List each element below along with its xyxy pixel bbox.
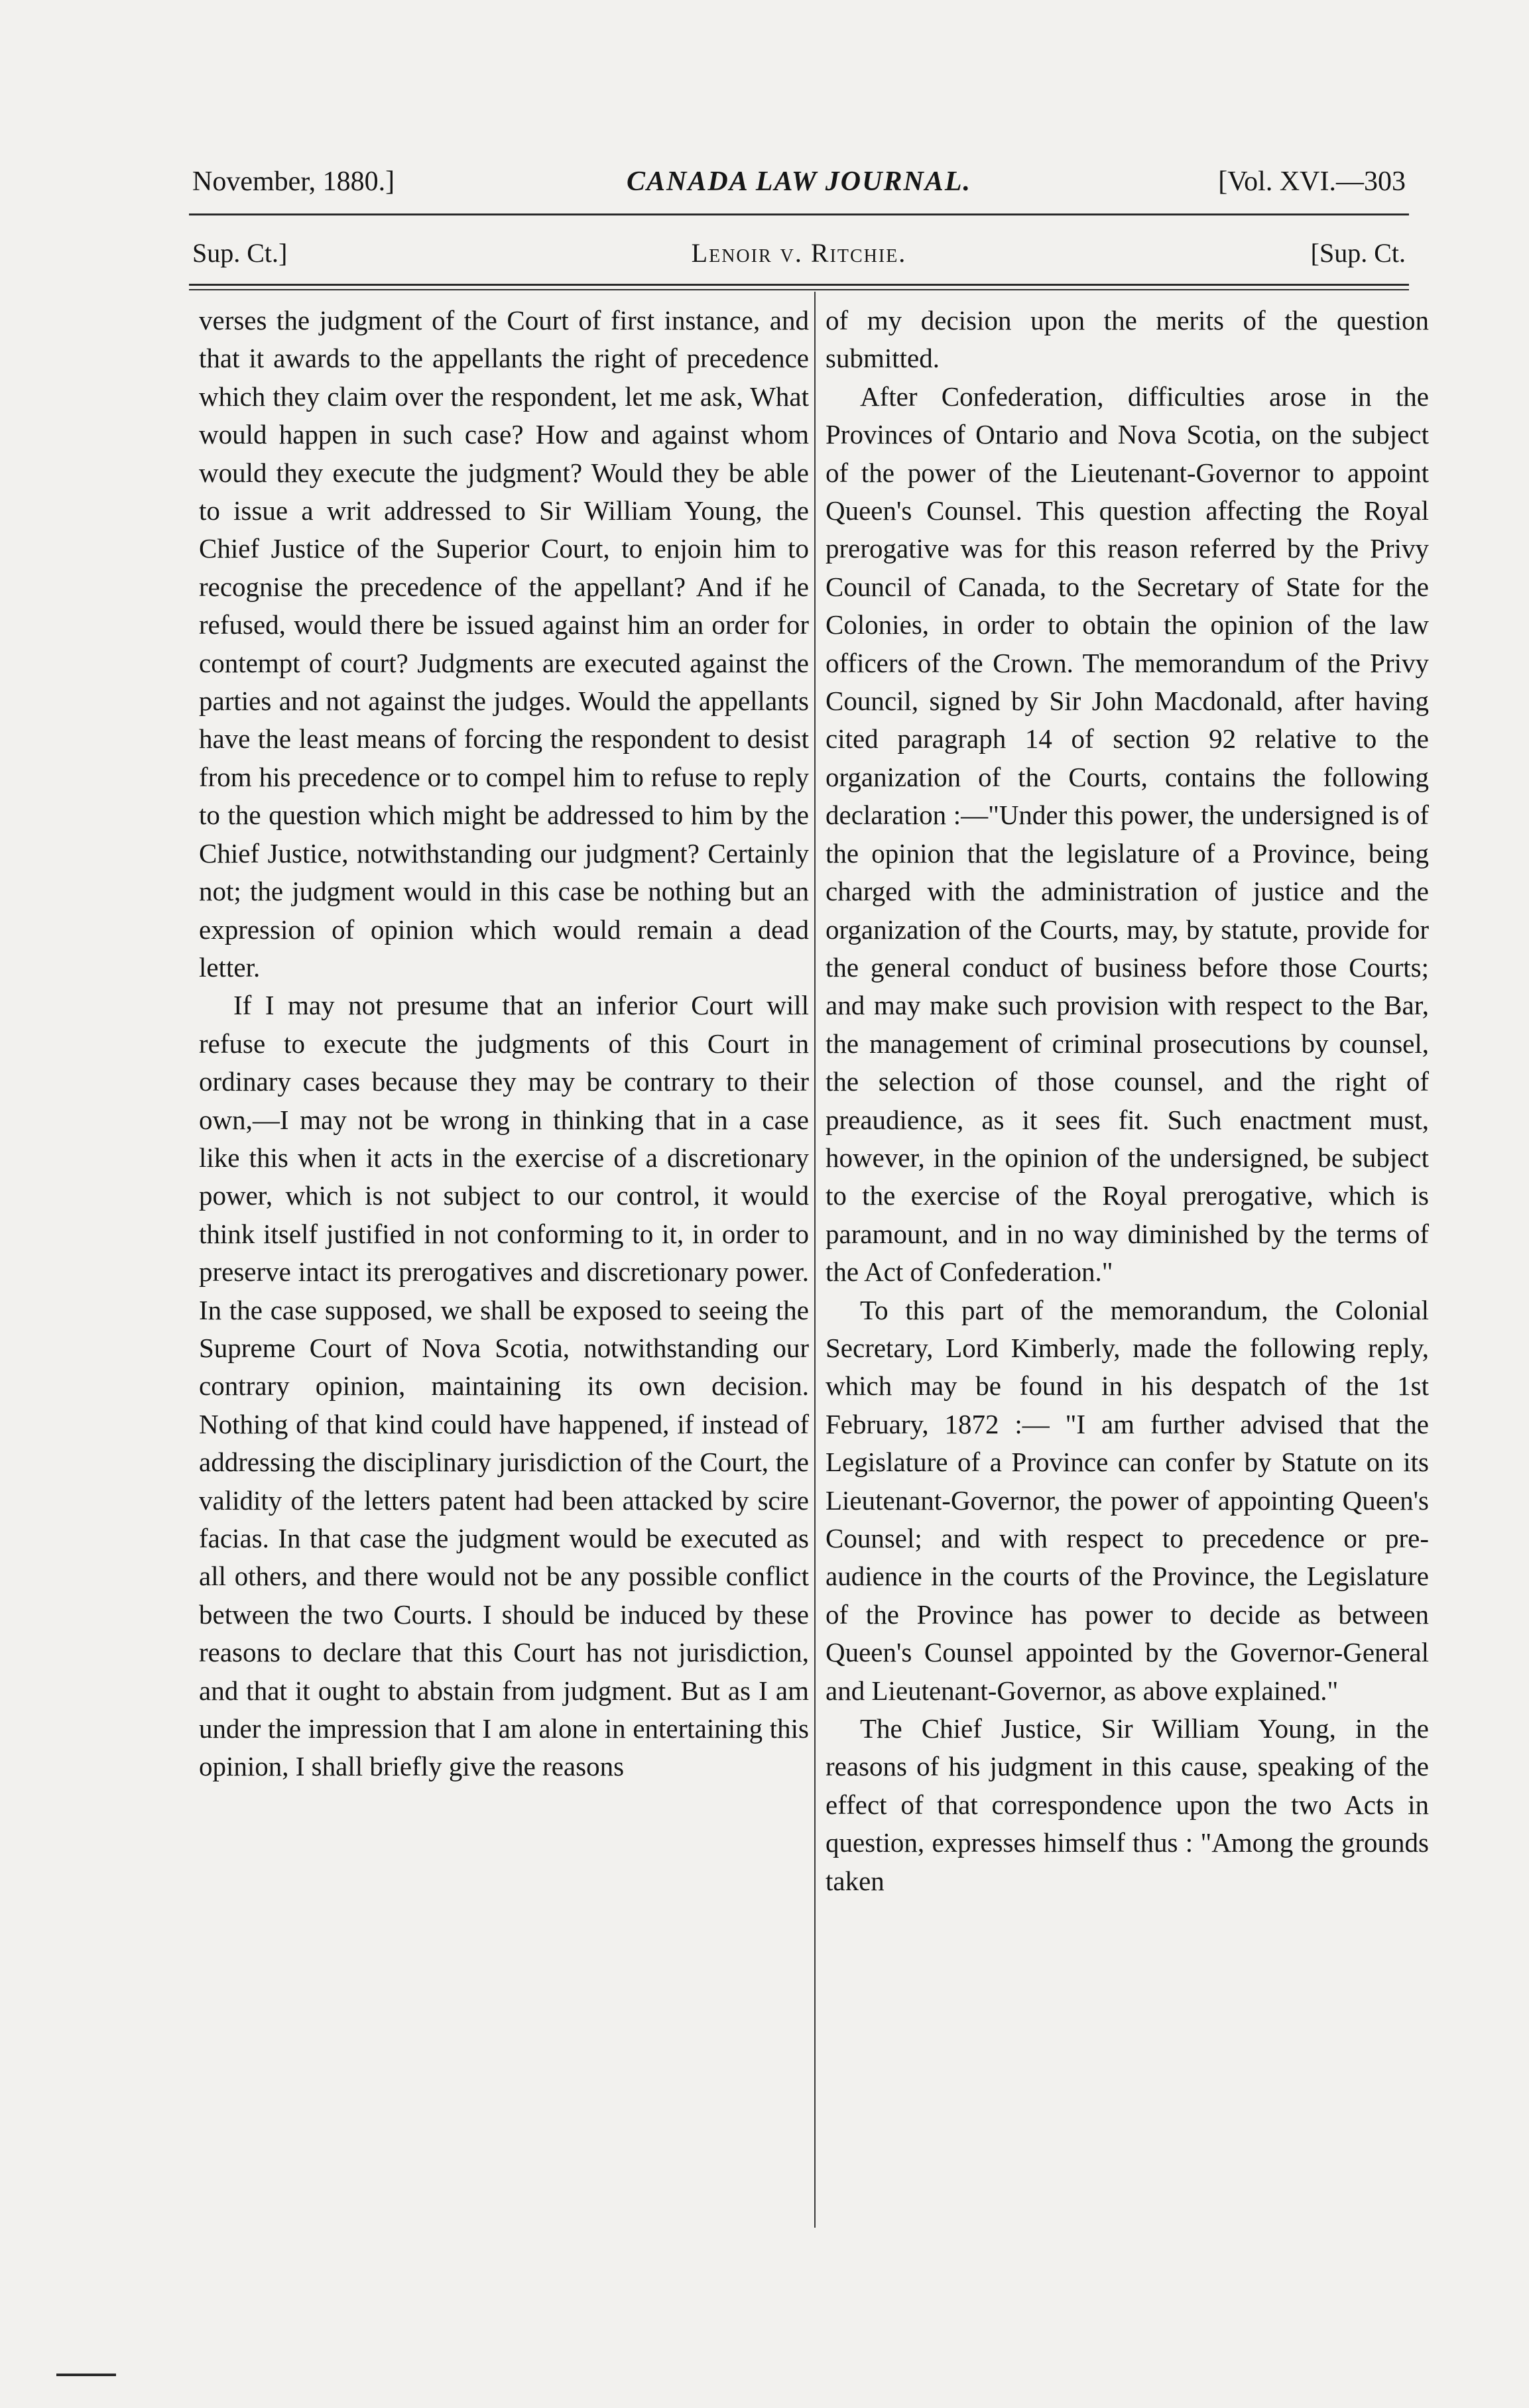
column-divider — [814, 292, 816, 2228]
subheader-rule-double — [189, 289, 1409, 290]
paragraph: To this part of the memorandum, the Colonial Secretary, Lord Kimberly, made the following reply, which may be found in his despatch of the 1st February, 1872 :— "I am further advised that the Legislature of a Province can confer by Statute on its Lieutenant-Governor, the power of appointing Queen's Counsel; and with respect to precedence or pre-audience in the courts of the Province, the Legislature of the Province has power to decide as between Queen's Counsel appointed by the Governor-General and Lieutenant-Governor, as above explained." — [826, 1294, 1429, 1706]
paragraph: The Chief Justice, Sir William Young, in the reasons of his judgment in this cause, speaking of the effect of that correspondence upon the two Acts in question, expresses himself thus : "Among the grounds taken — [826, 1713, 1429, 1896]
header-rule — [189, 213, 1409, 215]
court-left: Sup. Ct.] — [192, 238, 288, 268]
case-header — [192, 237, 1406, 277]
left-column — [199, 302, 809, 1786]
paragraph: verses the judgment of the Court of first instance, and that it awards to the appellants the right of precedence which they claim over the respondent, let me ask, What would happen in such case? How and against whom would they execute the judgment? Would they be able to issue a writ addressed to Sir William Young, the Chief Justice of the Superior Court, to enjoin him to recognise the precedence of the appellant? And if he refused, would there be issued against him an order for contempt of court? Judgments are executed against the parties and not against the judges. Would the appellants have the least means of forcing the respondent to desist from his precedence or to compel him to refuse to reply to the question which might be addressed to him by the Chief Justice, notwithstanding our judgment? Certainly not; the judgment would in this case be nothing but an expression of opinion which would remain a dead letter. — [199, 305, 809, 983]
subheader-rule — [189, 284, 1409, 286]
paragraph: After Confederation, difficulties arose in the Provinces of Ontario and Nova Scotia, on the subject of the power of the Lieutenant-Governor to appoint Queen's Counsel. This question affecting the Royal prerogative was for this reason referred by the Privy Council of Canada, to the Secretary of State for the Colonies, in order to obtain the opinion of the law officers of the Crown. The memorandum of the Privy Council, signed by Sir John Macdonald, after having cited paragraph 14 of section 92 relative to the organization of the Courts, contains the following declaration :—"Under this power, the undersigned is of the opinion that the legislature of a Province, being charged with the administration of justice and the organization of the Courts, may, by statute, provide for the general conduct of business before those Courts; and may make such provision with respect to the Bar, the management of criminal prosecutions by counsel, the selection of those counsel, and the right of preaudience, as it sees fit. Such enactment must, however, in the opinion of the undersigned, be subject to the exercise of the Royal prerogative, which is paramount, and in no way diminished by the terms of the Act of Confederation." — [826, 381, 1429, 1288]
header-date: November, 1880.] — [192, 166, 395, 197]
running-header — [192, 166, 1406, 212]
journal-title: CANADA LAW JOURNAL. — [627, 166, 971, 197]
page-edge-mark — [56, 2374, 116, 2376]
paragraph: If I may not presume that an inferior Court will refuse to execute the judgments of this Court in ordinary cases because they may be contrary to their own,—I may not be wrong in thinking that in a case like this when it acts in the exercise of a discretionary power, which is not subject to our control, it would think itself justified in not conforming to it, in order to preserve intact its prerogatives and discretionary power. In the case supposed, we shall be exposed to seeing the Supreme Court of Nova Scotia, notwithstanding our contrary opinion, maintaining its own decision. Nothing of that kind could have happened, if instead of addressing the disciplinary jurisdiction of the Court, the validity of the letters patent had been attacked by scire facias. In that case the judgment would be executed as all others, and there would not be any possible conflict between the two Courts. I should be induced by these reasons to declare that this Court has not jurisdiction, and that it ought to abstain from judgment. But as I am under the impression that I am alone in entertaining this opinion, I shall briefly give the reasons — [199, 990, 809, 1782]
case-name: Lenoir v. Ritchie. — [691, 238, 907, 268]
volume-page: [Vol. XVI.—303 — [1218, 166, 1406, 197]
paragraph: of my decision upon the merits of the question submitted. — [826, 305, 1429, 374]
right-column — [826, 302, 1429, 1900]
court-right: [Sup. Ct. — [1310, 238, 1406, 268]
